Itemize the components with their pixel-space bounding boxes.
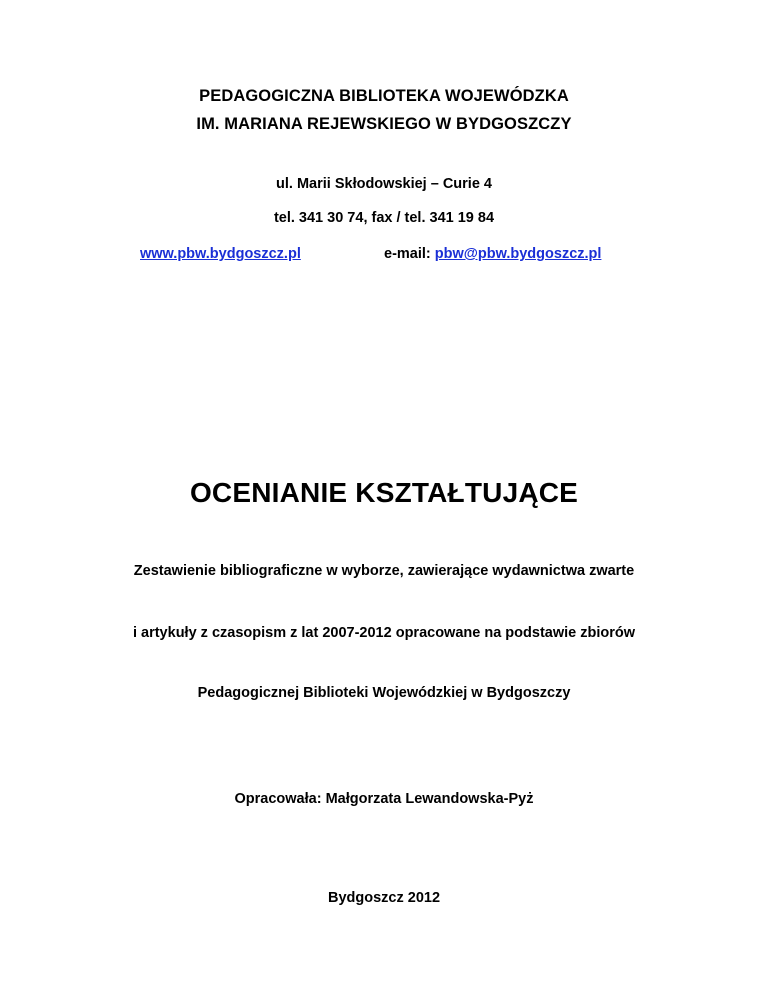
library-name-line-1: PEDAGOGICZNA BIBLIOTEKA WOJEWÓDZKA: [199, 87, 569, 105]
email-label: e-mail:: [384, 246, 435, 262]
place-year: Bydgoszcz 2012: [327, 890, 441, 906]
contact-row: [0, 246, 768, 266]
library-phone: tel. 341 30 74, fax / tel. 341 19 84: [273, 210, 495, 226]
email-link[interactable]: pbw@pbw.bydgoszcz.pl: [434, 246, 602, 262]
description-line-2: i artykuły z czasopism z lat 2007-2012 opracowane na podstawie zbiorów: [132, 625, 636, 641]
website-link[interactable]: www.pbw.bydgoszcz.pl: [140, 246, 301, 262]
document-title: OCENIANIE KSZTAŁTUJĄCE: [189, 477, 579, 508]
library-name-line-2: IM. MARIANA REJEWSKIEGO W BYDGOSZCZY: [196, 115, 572, 133]
description-line-1: Zestawienie bibliograficzne w wyborze, zawierające wydawnictwa zwarte: [133, 563, 635, 579]
email-block: [384, 246, 601, 262]
author-line: Opracowała: Małgorzata Lewandowska-Pyż: [234, 791, 534, 807]
description-line-3: Pedagogicznej Biblioteki Wojewódzkiej w Bydgoszczy: [197, 685, 571, 701]
library-address: ul. Marii Skłodowskiej – Curie 4: [276, 176, 492, 192]
